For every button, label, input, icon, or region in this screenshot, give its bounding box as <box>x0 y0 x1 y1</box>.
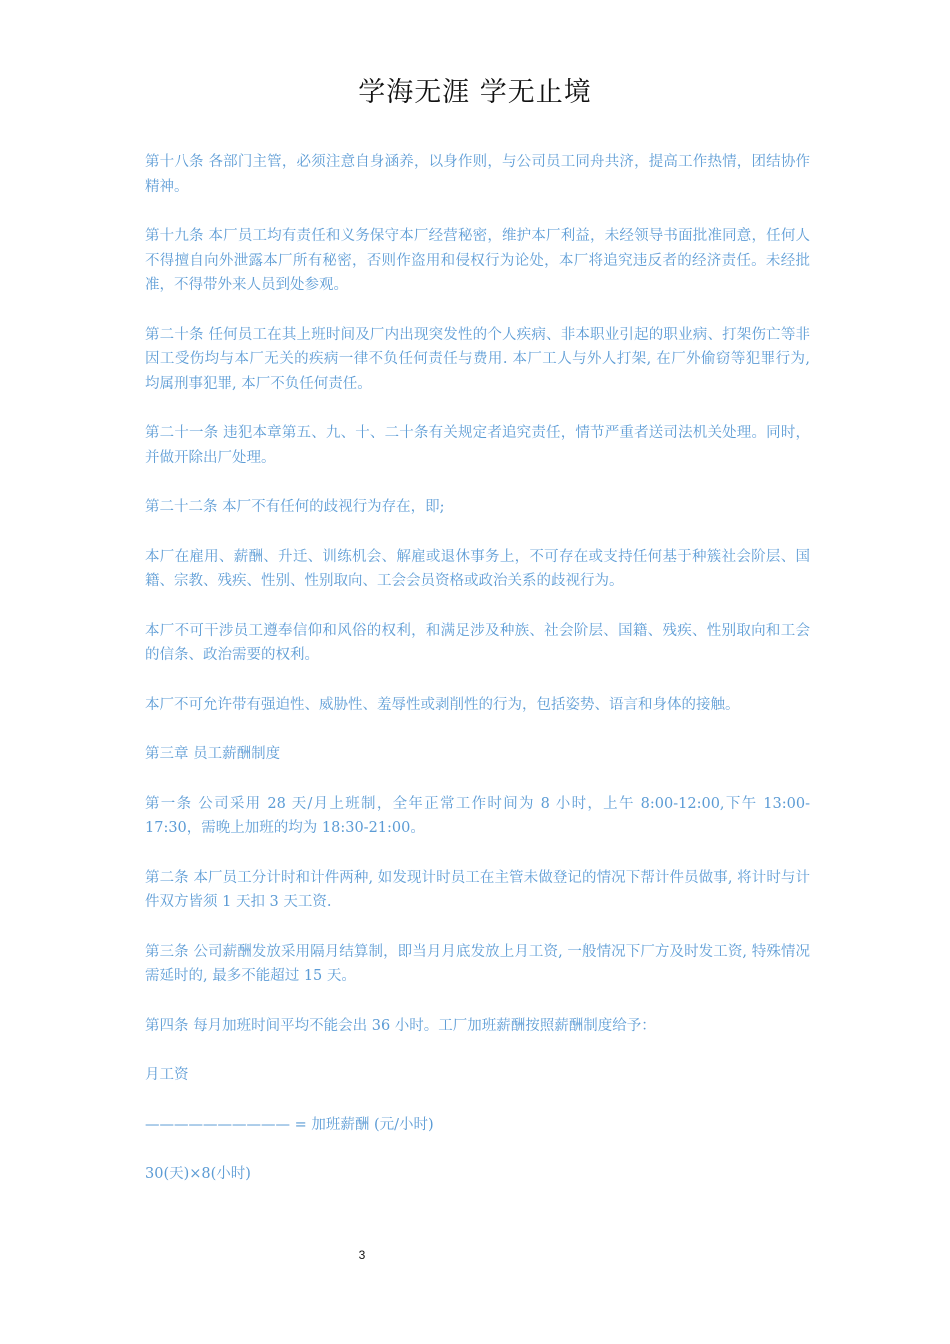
page-header-title: 学海无涯 学无止境 <box>358 77 592 108</box>
paragraph-article-18: 第十八条 各部门主管，必须注意自身涵养，以身作则，与公司员工同舟共济，提高工作热情，团结协作精神。 <box>145 154 810 195</box>
paragraph-article-21: 第二十一条 违犯本章第五、九、十、二十条有关规定者追究责任，情节严重者送司法机关处理。同时，并做开除出厂处理。 <box>145 425 810 466</box>
paragraph-article-19: 第十九条 本厂员工均有责任和义务保守本厂经营秘密，维护本厂利益，未经领导书面批准同意，任何人不得擅自向外泄露本厂所有秘密，否则作盗用和侵权行为论处，本厂将追究违反者的经济责任。未经批准，不得带外来人员到处参观。 <box>145 228 810 293</box>
formula-numerator: 月工资 <box>145 1067 189 1083</box>
paragraph-non-discrimination: 本厂在雇用、薪酬、升迁、训练机会、解雇或退休事务上，不可存在或支持任何基于种簇社会阶层、国籍、宗教、残疾、性别、性别取向、工会会员资格或政治关系的歧视行为。 <box>145 548 810 589</box>
page-number: 3 <box>358 1248 366 1262</box>
paragraph-article-20: 第二十条 任何员工在其上班时间及厂内出现突发性的个人疾病、非本职业引起的职业病、打架伤亡等非因工受伤均与本厂无关的疾病一律不负任何责任与费用. 本厂工人与外人打架, 在厂外偷窃等犯罪行为, 均属刑事犯罪, 本厂不负任何责任。 <box>145 326 810 392</box>
paragraph-article-22: 第二十二条 本厂不有任何的歧视行为存在，即; <box>145 499 445 515</box>
formula-denominator: 30(天)×8(小时) <box>145 1166 251 1182</box>
formula-fraction-line: —————————— = 加班薪酬 (元/小时) <box>145 1116 434 1133</box>
paragraph-no-coercion: 本厂不可允许带有强迫性、威胁性、羞辱性或剥削性的行为，包括姿势、语言和身体的接触。 <box>145 696 740 713</box>
paragraph-salary-article-1: 第一条 公司采用 28 天/月上班制，全年正常工作时间为 8 小时，上午 8:00-12:00,下午 13:00-17:30，需晚上加班的均为 18:30-21:00。 <box>145 795 810 836</box>
chapter-heading-3: 第三章 员工薪酬制度 <box>145 746 281 762</box>
paragraph-salary-article-3: 第三条 公司薪酬发放采用隔月结算制，即当月月底发放上月工资, 一般情况下厂方及时发工资, 特殊情况需延时的, 最多不能超过 15 天。 <box>145 943 810 984</box>
paragraph-salary-article-4: 第四条 每月加班时间平均不能会出 36 小时。工厂加班薪酬按照薪酬制度给予： <box>145 1017 656 1034</box>
paragraph-belief-rights: 本厂不可干涉员工遵奉信仰和风俗的权利，和满足涉及种族、社会阶层、国籍、残疾、性别取向和工会的信条、政治需要的权利。 <box>145 622 810 663</box>
paragraph-salary-article-2: 第二条 本厂员工分计时和计件两种, 如发现计时员工在主管未做登记的情况下帮计件员做事, 将计时与计件双方皆须 1 天扣 3 天工资. <box>145 869 810 910</box>
document-body <box>145 150 810 1212</box>
